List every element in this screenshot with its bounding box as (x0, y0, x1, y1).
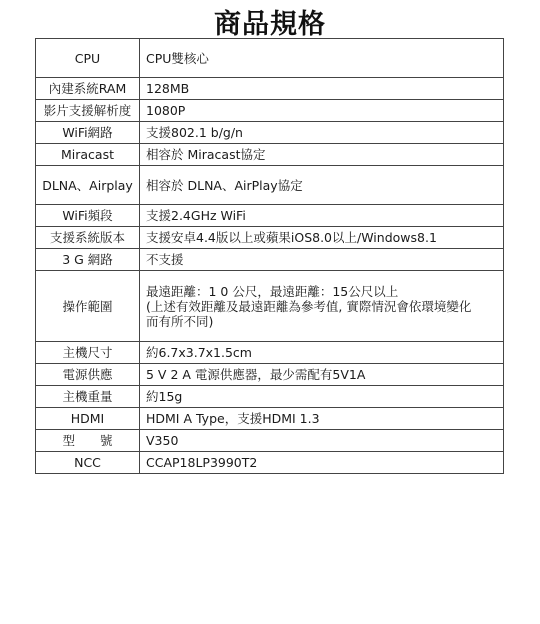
range-line: 而有所不同) (146, 313, 214, 329)
spec-label: WiFi網路 (36, 122, 140, 144)
spec-label: HDMI (36, 408, 140, 430)
table-row (36, 386, 504, 408)
table-row (36, 452, 504, 474)
table-row (36, 342, 504, 364)
spec-label: 操作範圍 (36, 271, 140, 342)
spec-value: 5 V 2 A 電源供應器，最少需配有5V1A (140, 364, 504, 386)
spec-label: 影片支援解析度 (36, 100, 140, 122)
table-row (36, 271, 504, 342)
spec-value: 128MB (140, 78, 504, 100)
table-row (36, 166, 504, 205)
spec-value: 1080P (140, 100, 504, 122)
spec-value: 支援安卓4.4版以上或蘋果iOS8.0以上/Windows8.1 (140, 227, 504, 249)
spec-value: 支援802.1 b/g/n (140, 122, 504, 144)
spec-value: 相容於 DLNA、AirPlay協定 (140, 166, 504, 205)
spec-label: 支援系統版本 (36, 227, 140, 249)
table-row (36, 78, 504, 100)
spec-value: CPU雙核心 (140, 39, 504, 78)
spec-value: 相容於 Miracast協定 (140, 144, 504, 166)
spec-label: DLNA、Airplay (36, 166, 140, 205)
table-row (36, 227, 504, 249)
spec-label: Miracast (36, 144, 140, 166)
table-row (36, 39, 504, 78)
spec-value: HDMI A Type，支援HDMI 1.3 (140, 408, 504, 430)
page-title: 商品規格 (214, 9, 326, 40)
table-row (36, 408, 504, 430)
spec-label: 主機尺寸 (36, 342, 140, 364)
range-line: (上述有效距離及最遠距離為參考值, 實際情況會依環境變化 (146, 298, 472, 314)
range-line: 最遠距離：1 0 公尺，最遠距離：15公尺以上 (146, 283, 399, 299)
spec-value (140, 271, 504, 342)
table-row (36, 144, 504, 166)
spec-value: 不支援 (140, 249, 504, 271)
table-row (36, 364, 504, 386)
table-row (36, 430, 504, 452)
spec-label: WiFi頻段 (36, 205, 140, 227)
spec-value: CCAP18LP3990T2 (140, 452, 504, 474)
spec-value: 約6.7x3.7x1.5cm (140, 342, 504, 364)
table-row (36, 205, 504, 227)
spec-label: 型 號 (36, 430, 140, 452)
spec-table (35, 38, 504, 474)
spec-label: 3 G 網路 (36, 249, 140, 271)
spec-value: 支援2.4GHz WiFi (140, 205, 504, 227)
table-row (36, 249, 504, 271)
table-row (36, 122, 504, 144)
spec-label: 主機重量 (36, 386, 140, 408)
spec-label: NCC (36, 452, 140, 474)
spec-value: 約15g (140, 386, 504, 408)
spec-label: CPU (36, 39, 140, 78)
spec-label: 內建系統RAM (36, 78, 140, 100)
spec-label: 電源供應 (36, 364, 140, 386)
table-row (36, 100, 504, 122)
spec-value: V350 (140, 430, 504, 452)
